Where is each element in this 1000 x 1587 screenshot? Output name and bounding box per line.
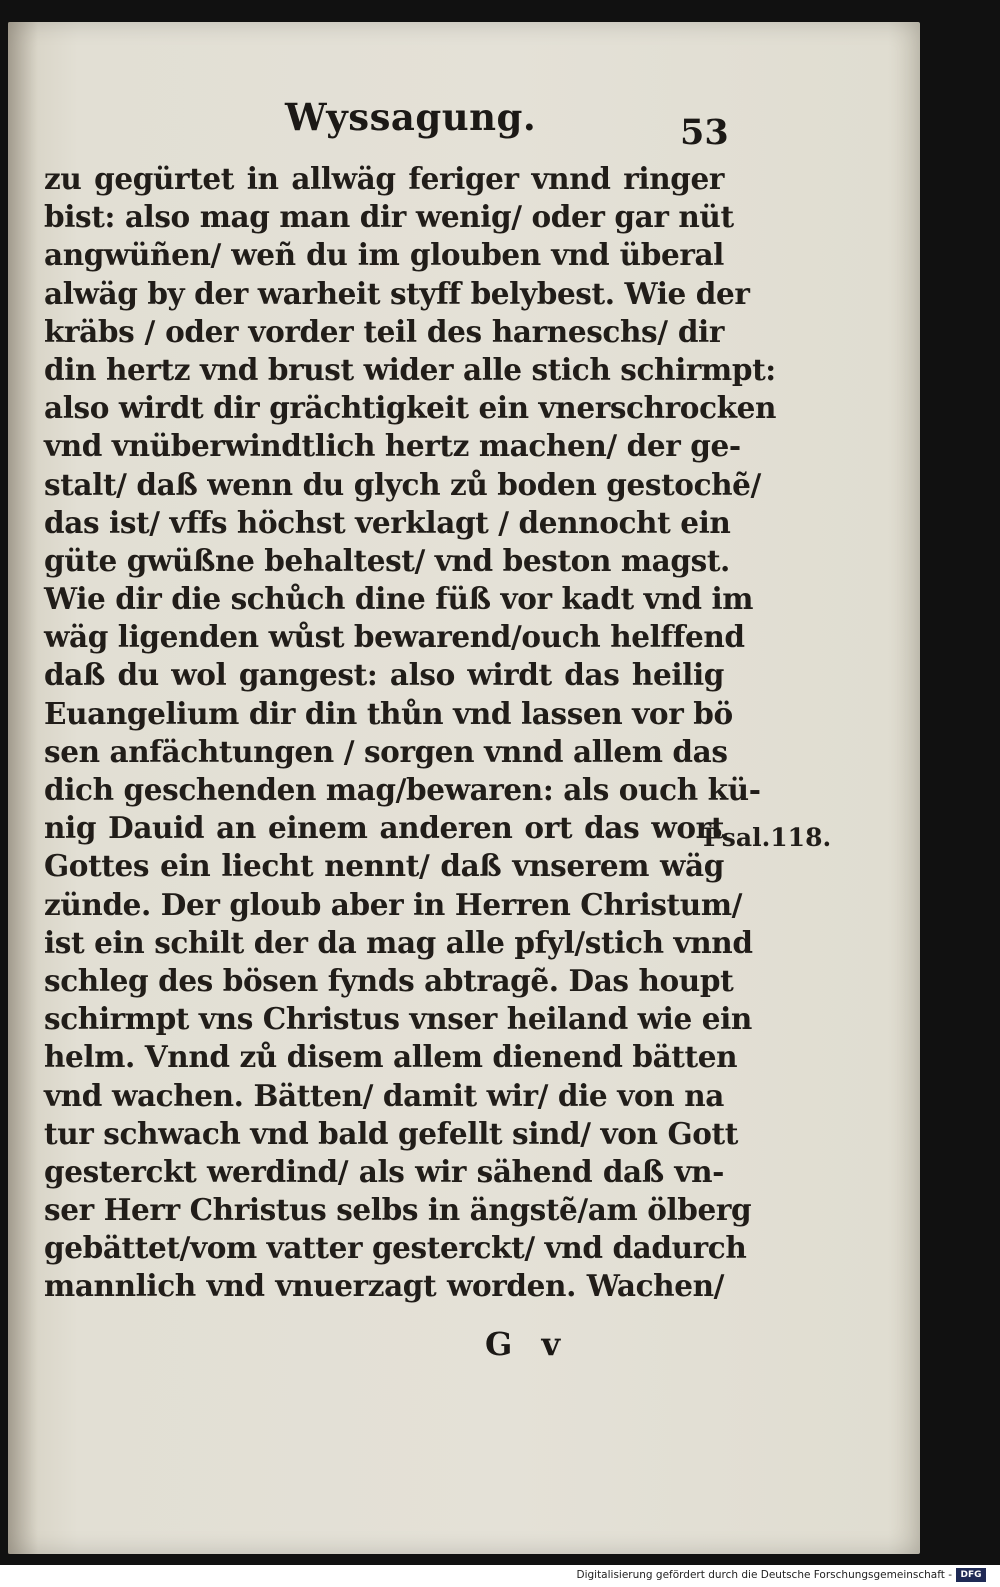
text-line: gebättet/vom vatter gesterckt/ vnd dadurch (44, 1230, 747, 1266)
text-line: also wirdt dir grächtigkeit ein vnerschrocken (44, 390, 777, 426)
text-line: schleg des bösen fynds abtragẽ. Das houpt (44, 962, 734, 998)
text-line: mannlich vnd vnuerzagt worden. Wachen/ (44, 1268, 724, 1304)
text-line: daß du wol gangest: also wirdt das heilig (44, 657, 724, 693)
dfg-logo: DFG (956, 1568, 986, 1582)
text-line: helm. Vnnd zů disem allem dienend bätten (44, 1039, 738, 1075)
page-gutter-shadow (8, 22, 38, 1554)
text-line: Wie dir die schůch dine füß vor kadt vnd im (44, 581, 754, 617)
running-head: Wyssagung. (285, 95, 537, 139)
text-line: vnd vnüberwindtlich hertz machen/ der ge- (44, 428, 741, 464)
margin-note: Psal.118. (703, 823, 832, 852)
footer-credit: Digitalisierung gefördert durch die Deutsche Forschungsgemeinschaft - (576, 1569, 952, 1581)
text-line: ist ein schilt der da mag alle pfyl/stich vnnd (44, 924, 753, 960)
text-line: dich geschenden mag/bewaren: als ouch kü- (44, 772, 761, 807)
text-line: vnd wachen. Bätten/ damit wir/ die von na (44, 1077, 724, 1113)
text-line: güte gwüßne behaltest/ vnd beston magst. (44, 542, 730, 578)
text-line: zünde. Der gloub aber in Herren Christum/ (44, 886, 743, 922)
text-line: schirmpt vns Christus vnser heiland wie ein (44, 1001, 752, 1037)
text-line: wäg ligenden wůst bewarend/ouch helffend (44, 619, 745, 655)
text-line: tur schwach vnd bald gefellt sind/ von Gott (44, 1115, 738, 1151)
text-line: alwäg by der warheit styff belybest. Wie der (44, 275, 750, 311)
text-line: zu gegürtet in allwäg feriger vnnd ringer (44, 161, 724, 196)
text-line: Gottes ein liecht nennt/ daß vnserem wäg (44, 848, 724, 884)
text-line: stalt/ daß wenn du glych zů boden gestochẽ/ (44, 466, 761, 502)
text-line: sen anfächtungen / sorgen vnnd allem das (44, 733, 728, 769)
text-line: bist: also mag man dir wenig/ oder gar nüt (44, 199, 734, 235)
text-line: Euangelium dir din thůn vnd lassen vor bö (44, 695, 733, 731)
text-line: din hertz vnd brust wider alle stich schirmpt: (44, 351, 776, 387)
text-line: das ist/ vffs höchst verklagt / dennocht ein (44, 504, 731, 540)
text-line: nig Dauid an einem anderen ort das wort (44, 810, 724, 846)
text-line: ser Herr Christus selbs in ängstẽ/am ölberg (44, 1192, 752, 1228)
text-line: kräbs / oder vorder teil des harneschs/ dir (44, 313, 724, 349)
text-line: gesterckt werdind/ als wir sähend daß vn- (44, 1153, 724, 1189)
page-number: 53 (680, 112, 729, 153)
text-line: angwüñen/ weñ du im glouben vnd überal (44, 237, 724, 273)
signature-mark: G v (485, 1325, 561, 1363)
